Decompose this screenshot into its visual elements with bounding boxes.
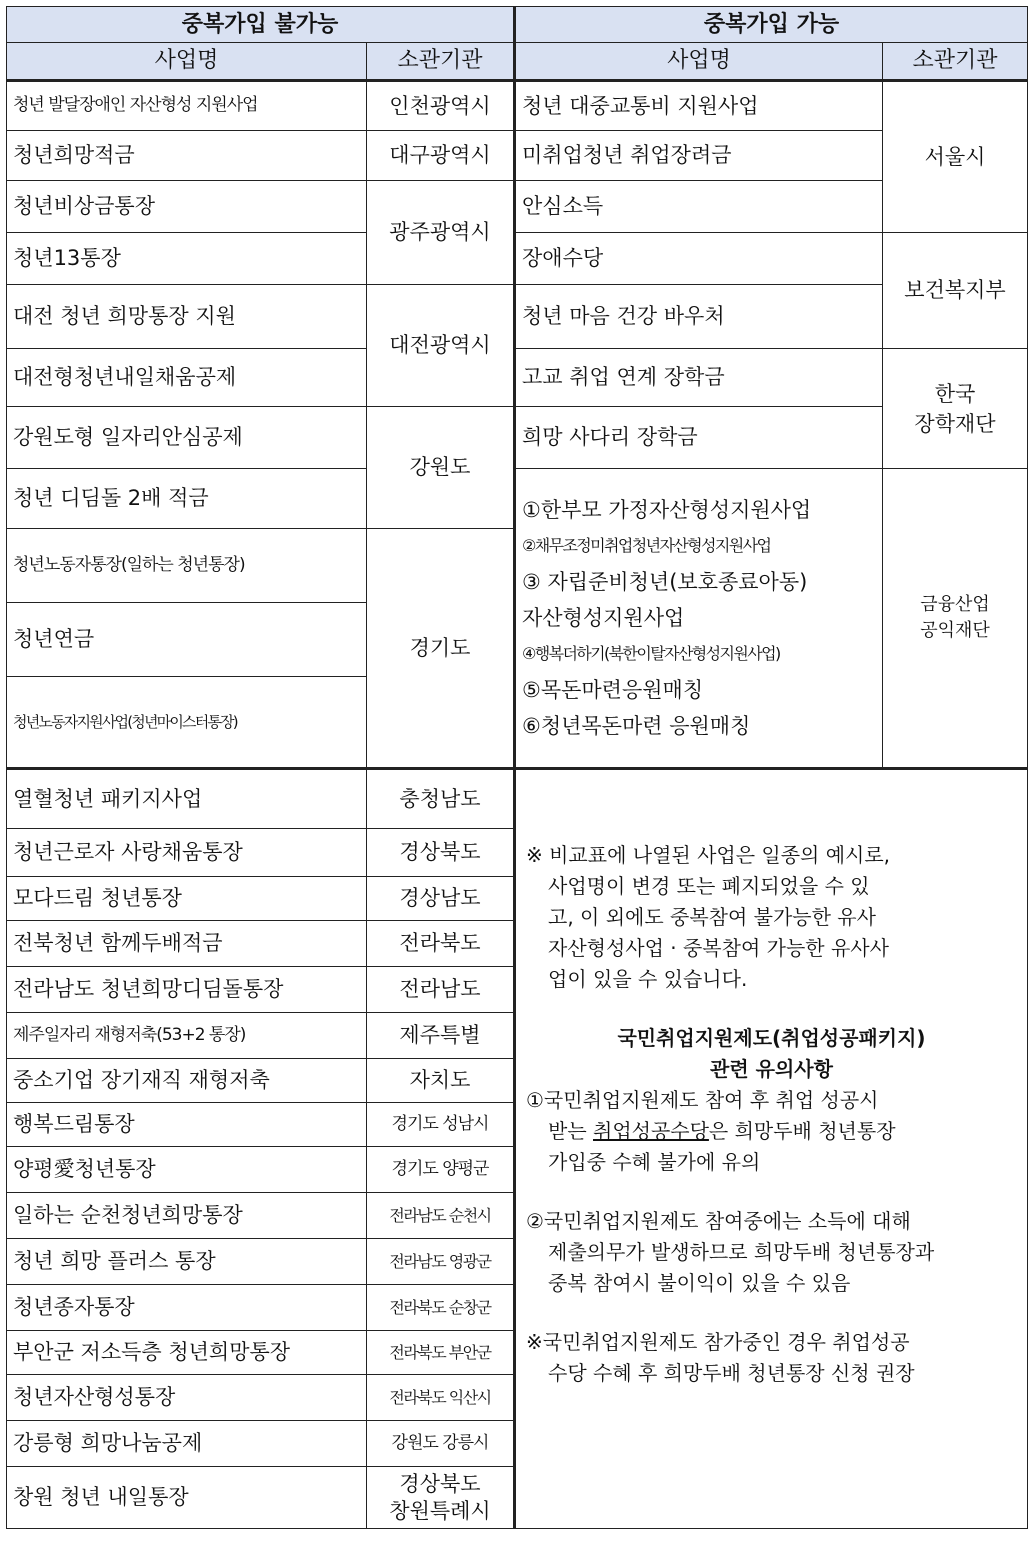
left-program-org: 경기도 성남시 bbox=[367, 1103, 515, 1147]
left-program-name: 청년종자통장 bbox=[7, 1285, 367, 1331]
disclaimer-line: ※ 비교표에 나열된 사업은 일종의 예시로, bbox=[526, 843, 891, 867]
org-line: 경상북도 bbox=[399, 1471, 481, 1496]
right-program-name: 미취업청년 취업장려금 bbox=[515, 131, 883, 181]
left-program-org: 전라북도 부안군 bbox=[367, 1331, 515, 1375]
org-line: 창원특례시 bbox=[389, 1498, 491, 1523]
left-program-name: 청년근로자 사랑채움통장 bbox=[7, 829, 367, 877]
left-program-name: 청년 희망 플러스 통장 bbox=[7, 1239, 367, 1285]
note-item-3-line2: 수당 수혜 후 희망두배 청년통장 신청 권장 bbox=[548, 1361, 915, 1385]
table-row bbox=[7, 469, 1028, 529]
note-item-2: ②국민취업지원제도 참여중에는 소득에 대해 bbox=[526, 1209, 911, 1233]
table-row bbox=[7, 81, 1028, 131]
fin-program-item: ①한부모 가정자산형성지원사업 bbox=[522, 498, 812, 522]
org-line: 장학재단 bbox=[914, 411, 996, 436]
left-program-name: 전라남도 청년희망디딤돌통장 bbox=[7, 967, 367, 1013]
left-program-name: 강릉형 희망나눔공제 bbox=[7, 1421, 367, 1467]
disclaimer-line: 사업명이 변경 또는 폐지되었을 수 있 bbox=[548, 874, 870, 898]
left-program-name: 제주일자리 재형저축(53+2 통장) bbox=[7, 1013, 367, 1059]
left-program-org: 전라북도 익산시 bbox=[367, 1375, 515, 1421]
left-program-name: 대전형청년내일채움공제 bbox=[7, 349, 367, 407]
left-program-name: 청년희망적금 bbox=[7, 131, 367, 181]
note-item-2-line3: 중복 참여시 불이익이 있을 수 있음 bbox=[548, 1271, 851, 1295]
note-item-1: ①국민취업지원제도 참여 후 취업 성공시 bbox=[526, 1088, 879, 1112]
left-program-name: 열혈청년 패키지사업 bbox=[7, 769, 367, 829]
right-program-name: 장애수당 bbox=[515, 233, 883, 285]
note-text: 받는 bbox=[548, 1119, 593, 1143]
note-text: 은 희망두배 청년통장 bbox=[708, 1119, 896, 1143]
employment-success-allowance: 취업성공수당 bbox=[593, 1119, 709, 1143]
left-program-name: 강원도형 일자리안심공제 bbox=[7, 407, 367, 469]
org-line: 한국 bbox=[934, 381, 976, 406]
left-program-org: 강원도 강릉시 bbox=[367, 1421, 515, 1467]
fin-program-item: ⑤목돈마련응원매칭 bbox=[522, 678, 704, 702]
org-line: 금융산업 bbox=[920, 594, 990, 615]
fin-program-list bbox=[515, 469, 883, 769]
left-program-org: 광주광역시 bbox=[367, 181, 515, 285]
left-program-name: 창원 청년 내일통장 bbox=[7, 1467, 367, 1529]
table-row bbox=[7, 407, 1028, 469]
left-program-name: 행복드림통장 bbox=[7, 1103, 367, 1147]
left-program-name: 모다드림 청년통장 bbox=[7, 877, 367, 921]
subheader-row bbox=[7, 43, 1028, 81]
left-program-org: 인천광역시 bbox=[367, 81, 515, 131]
fin-program-item: ④행복더하기(북한이탈자산형성지원사업) bbox=[522, 644, 780, 663]
left-col-name-header: 사업명 bbox=[7, 43, 367, 81]
table-row bbox=[7, 285, 1028, 349]
left-program-org: 전라남도 bbox=[367, 967, 515, 1013]
table-row bbox=[7, 181, 1028, 233]
fin-program-item: ②채무조정미취업청년자산형성지원사업 bbox=[522, 536, 771, 555]
right-program-org bbox=[883, 349, 1028, 469]
left-program-org: 경상남도 bbox=[367, 877, 515, 921]
right-program-name: 청년 마음 건강 바우처 bbox=[515, 285, 883, 349]
left-program-name: 중소기업 장기재직 재형저축 bbox=[7, 1059, 367, 1103]
fin-program-item: ⑥청년목돈마련 응원매칭 bbox=[522, 714, 751, 738]
right-section-title: 중복가입 가능 bbox=[515, 7, 1028, 43]
right-col-name-header: 사업명 bbox=[515, 43, 883, 81]
left-program-name: 청년노동자지원사업(청년마이스터통장) bbox=[7, 677, 367, 769]
table-row bbox=[7, 769, 1028, 829]
left-program-org: 제주특별 bbox=[367, 1013, 515, 1059]
table-row bbox=[7, 131, 1028, 181]
table-row bbox=[7, 233, 1028, 285]
left-program-org: 전라북도 bbox=[367, 921, 515, 967]
notes-section-subtitle: 관련 유의사항 bbox=[710, 1057, 833, 1081]
right-col-org-header: 소관기관 bbox=[883, 43, 1028, 81]
right-program-name: 희망 사다리 장학금 bbox=[515, 407, 883, 469]
notes-section-title: 국민취업지원제도(취업성공패키지) bbox=[617, 1026, 926, 1050]
right-program-name: 안심소득 bbox=[515, 181, 883, 233]
left-program-name: 부안군 저소득층 청년희망통장 bbox=[7, 1331, 367, 1375]
right-program-name: 청년 대중교통비 지원사업 bbox=[515, 81, 883, 131]
fin-program-item: ③ 자립준비청년(보호종료아동) bbox=[522, 570, 808, 594]
note-item-1-line3: 가입중 수혜 불가에 유의 bbox=[548, 1150, 761, 1174]
fin-program-org bbox=[883, 469, 1028, 769]
left-program-org: 전라남도 영광군 bbox=[367, 1239, 515, 1285]
left-program-name: 청년연금 bbox=[7, 603, 367, 677]
left-program-org: 경기도 bbox=[367, 529, 515, 769]
note-item-1-line2 bbox=[526, 1116, 1017, 1147]
left-program-org: 강원도 bbox=[367, 407, 515, 529]
fin-program-item: 자산형성지원사업 bbox=[522, 606, 685, 630]
left-program-name: 양평愛청년통장 bbox=[7, 1147, 367, 1193]
left-program-name: 청년 디딤돌 2배 적금 bbox=[7, 469, 367, 529]
left-program-org: 충청남도 bbox=[367, 769, 515, 829]
left-program-org: 경상북도 bbox=[367, 829, 515, 877]
right-program-org: 서울시 bbox=[883, 81, 1028, 233]
left-program-name: 일하는 순천청년희망통장 bbox=[7, 1193, 367, 1239]
header-row bbox=[7, 7, 1028, 43]
notes-panel bbox=[515, 769, 1028, 1529]
disclaimer-line: 고, 이 외에도 중복참여 불가능한 유사 bbox=[548, 905, 876, 929]
left-program-name: 청년 발달장애인 자산형성 지원사업 bbox=[7, 81, 367, 131]
org-line: 공익재단 bbox=[920, 620, 990, 641]
right-program-org: 보건복지부 bbox=[883, 233, 1028, 349]
left-program-name: 전북청년 함께두배적금 bbox=[7, 921, 367, 967]
disclaimer-line: 업이 있을 수 있습니다. bbox=[548, 967, 748, 991]
comparison-table bbox=[6, 6, 1028, 1529]
left-program-org: 자치도 bbox=[367, 1059, 515, 1103]
left-program-org: 전라남도 순천시 bbox=[367, 1193, 515, 1239]
comparison-table-wrapper bbox=[6, 6, 1028, 1529]
disclaimer-line: 자산형성사업 · 중복참여 가능한 유사사 bbox=[548, 936, 889, 960]
note-item-2-line2: 제출의무가 발생하므로 희망두배 청년통장과 bbox=[548, 1240, 935, 1264]
left-program-org: 전라북도 순창군 bbox=[367, 1285, 515, 1331]
left-program-org: 경기도 양평군 bbox=[367, 1147, 515, 1193]
table-row bbox=[7, 349, 1028, 407]
left-program-org bbox=[367, 1467, 515, 1529]
left-section-title: 중복가입 불가능 bbox=[7, 7, 515, 43]
left-program-name: 청년비상금통장 bbox=[7, 181, 367, 233]
left-col-org-header: 소관기관 bbox=[367, 43, 515, 81]
left-program-name: 청년자산형성통장 bbox=[7, 1375, 367, 1421]
right-program-name: 고교 취업 연계 장학금 bbox=[515, 349, 883, 407]
left-program-name: 청년13통장 bbox=[7, 233, 367, 285]
left-program-org: 대전광역시 bbox=[367, 285, 515, 407]
left-program-name: 청년노동자통장(일하는 청년통장) bbox=[7, 529, 367, 603]
note-item-3: ※국민취업지원제도 참가중인 경우 취업성공 bbox=[526, 1330, 910, 1354]
left-program-org: 대구광역시 bbox=[367, 131, 515, 181]
left-program-name: 대전 청년 희망통장 지원 bbox=[7, 285, 367, 349]
